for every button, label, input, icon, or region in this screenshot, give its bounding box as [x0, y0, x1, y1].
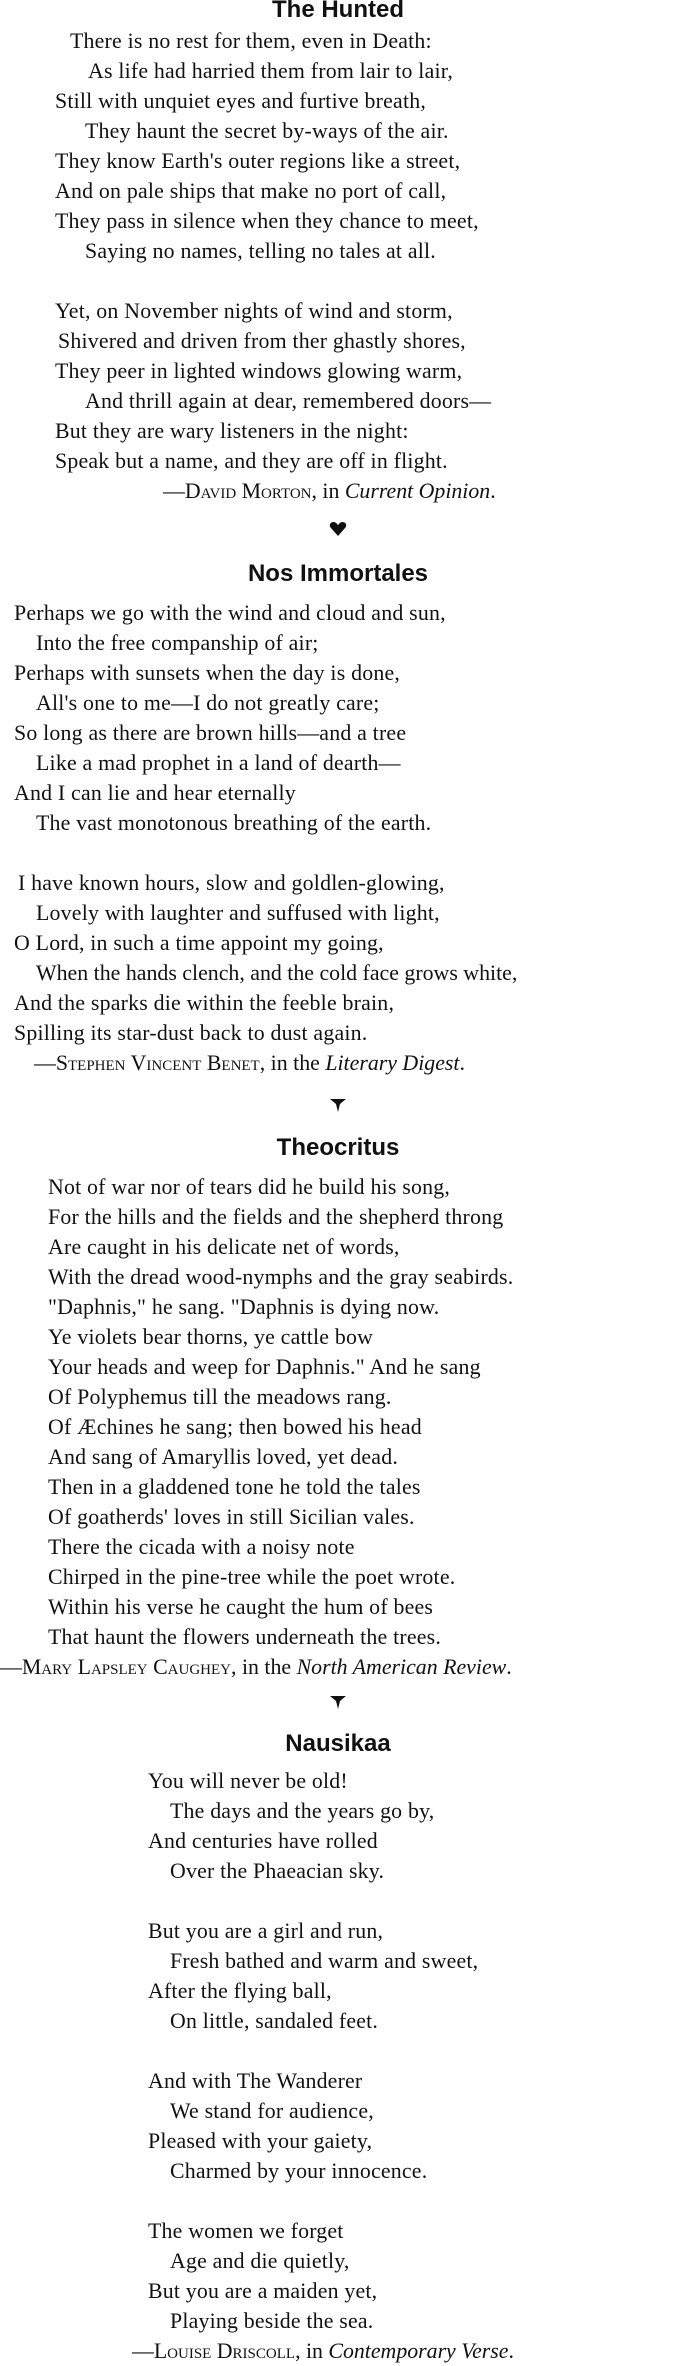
poem-line: I have known hours, slow and goldlen-glowing, — [18, 871, 445, 895]
poem-line: There is no rest for them, even in Death: — [70, 29, 432, 53]
poem-line: And I can lie and hear eternally — [14, 781, 296, 805]
attribution-dash: — — [132, 2339, 154, 2363]
poem-line: Of Polyphemus till the meadows rang. — [48, 1385, 392, 1409]
source-publication: Literary Digest — [325, 1051, 460, 1075]
poem-line: Speak but a name, and they are off in flight. — [55, 449, 448, 473]
attribution-suffix: . — [490, 479, 496, 503]
attribution-connector: , in — [295, 2339, 329, 2363]
poem-line: They know Earth's outer regions like a street, — [55, 149, 461, 173]
author-name: Mary Lapsley Caughey — [21, 1655, 232, 1679]
author-name: Louise Driscoll — [153, 2339, 296, 2363]
poem-line: Fresh bathed and warm and sweet, — [170, 1949, 479, 1973]
attribution-connector: , in — [311, 479, 345, 503]
attribution-dash: — — [163, 479, 185, 503]
attribution-suffix: . — [508, 2339, 514, 2363]
poem-line: Charmed by your innocence. — [170, 2159, 428, 2183]
poem-title-nos-immortales: Nos Immortales — [247, 560, 429, 587]
poem-title-the-hunted: The Hunted — [272, 0, 404, 23]
poem-line: And thrill again at dear, remembered doors— — [85, 389, 492, 413]
author-name: David Morton — [184, 479, 312, 503]
poem-line: O Lord, in such a time appoint my going, — [14, 931, 384, 955]
poem-theocritus — [0, 1172, 676, 1682]
poem-line: All's one to me—I do not greatly care; — [36, 691, 380, 715]
poem-line: And with The Wanderer — [148, 2069, 363, 2093]
poem-line: So long as there are brown hills—and a tree — [14, 721, 407, 745]
attribution-suffix: . — [459, 1051, 465, 1075]
attribution-dash: — — [0, 1655, 22, 1679]
poem-line: Shivered and driven from ther ghastly shores, — [58, 329, 466, 353]
poem-line: Within his verse he caught the hum of bees — [48, 1595, 434, 1619]
poem-line: After the flying ball, — [148, 1979, 332, 2003]
poem-line: Perhaps we go with the wind and cloud and sun, — [14, 601, 446, 625]
poem-the-hunted — [0, 26, 676, 506]
poem-line: Then in a gladdened tone he told the tales — [48, 1475, 421, 1499]
poem-line: Still with unquiet eyes and furtive breath, — [55, 89, 427, 113]
poem-line: There the cicada with a noisy note — [48, 1535, 355, 1559]
poem-line: Age and die quietly, — [170, 2249, 350, 2273]
poem-line: The vast monotonous breathing of the earth. — [36, 811, 432, 835]
attribution-suffix: . — [506, 1655, 512, 1679]
attribution-dash: — — [34, 1051, 56, 1075]
poem-line: With the dread wood-nymphs and the gray seabirds. — [48, 1265, 514, 1289]
poem-line: And the sparks die within the feeble brain, — [14, 991, 395, 1015]
leaf-ornament-icon — [0, 1097, 676, 1117]
poem-line: You will never be old! — [148, 1769, 348, 1793]
poem-line: Lovely with laughter and suffused with light, — [36, 901, 440, 925]
source-publication: Contemporary Verse — [328, 2339, 509, 2363]
poem-line: But they are wary listeners in the night: — [55, 419, 409, 443]
poem-line: Chirped in the pine-tree while the poet wrote. — [48, 1565, 456, 1589]
author-name: Stephen Vincent Benet — [55, 1051, 260, 1075]
attribution-the-hunted — [163, 476, 676, 506]
poem-line: When the hands clench, and the cold face grows white, — [36, 961, 518, 985]
attribution-theocritus — [0, 1652, 676, 1682]
poem-line: The days and the years go by, — [170, 1799, 435, 1823]
poem-line: Perhaps with sunsets when the day is done, — [14, 661, 401, 685]
poem-line: "Daphnis," he sang. "Daphnis is dying now. — [48, 1295, 440, 1319]
poem-nos-immortales — [0, 598, 676, 1078]
poem-line: They peer in lighted windows glowing warm, — [55, 359, 463, 383]
poem-line: We stand for audience, — [170, 2099, 374, 2123]
poem-line: Of goatherds' loves in still Sicilian vales. — [48, 1505, 415, 1529]
poem-line: And centuries have rolled — [148, 1829, 378, 1853]
attribution-nos-immortales — [34, 1048, 676, 1078]
poem-line: Are caught in his delicate net of words, — [48, 1235, 400, 1259]
leaf-ornament-icon — [0, 1694, 676, 1714]
poem-line: Not of war nor of tears did he build his song, — [48, 1175, 450, 1199]
poem-line: Your heads and weep for Daphnis." And he sang — [48, 1355, 481, 1379]
poem-line: That haunt the flowers underneath the trees. — [48, 1625, 442, 1649]
attribution-connector: , in the — [259, 1051, 326, 1075]
poem-title-nausikaa: Nausikaa — [285, 1730, 391, 1757]
poem-line: And sang of Amaryllis loved, yet dead. — [48, 1445, 398, 1469]
attribution-connector: , in the — [231, 1655, 297, 1679]
poem-line: Pleased with your gaiety, — [148, 2129, 373, 2153]
poem-line: The women we forget — [148, 2219, 344, 2243]
poem-line: Saying no names, telling no tales at all. — [85, 239, 436, 263]
poem-line: Playing beside the sea. — [170, 2309, 374, 2333]
poem-line: Like a mad prophet in a land of dearth— — [36, 751, 401, 775]
poem-line: Ye violets bear thorns, ye cattle bow — [48, 1325, 374, 1349]
poem-line: But you are a girl and run, — [148, 1919, 384, 1943]
poem-line: They pass in silence when they chance to meet, — [55, 209, 479, 233]
poem-line: Over the Phaeacian sky. — [170, 1859, 385, 1883]
poem-line: Yet, on November nights of wind and storm, — [55, 299, 453, 323]
poem-nausikaa — [0, 1766, 676, 2366]
attribution-nausikaa — [132, 2336, 676, 2366]
source-publication: Current Opinion — [344, 479, 491, 503]
heart-ornament-icon — [0, 521, 676, 541]
poem-line: Of Æchines he sang; then bowed his head — [48, 1415, 422, 1439]
poem-line: As life had harried them from lair to lair, — [88, 59, 453, 83]
poem-line: Spilling its star-dust back to dust again. — [14, 1021, 368, 1045]
poem-title-theocritus: Theocritus — [276, 1134, 400, 1161]
poem-line: And on pale ships that make no port of call, — [55, 179, 447, 203]
poem-line: But you are a maiden yet, — [148, 2279, 378, 2303]
poem-line: On little, sandaled feet. — [170, 2009, 379, 2033]
poem-line: For the hills and the fields and the shepherd throng — [48, 1205, 504, 1229]
source-publication: North American Review — [296, 1655, 507, 1679]
poem-line: They haunt the secret by-ways of the air. — [85, 119, 449, 143]
poem-line: Into the free companship of air; — [36, 631, 319, 655]
